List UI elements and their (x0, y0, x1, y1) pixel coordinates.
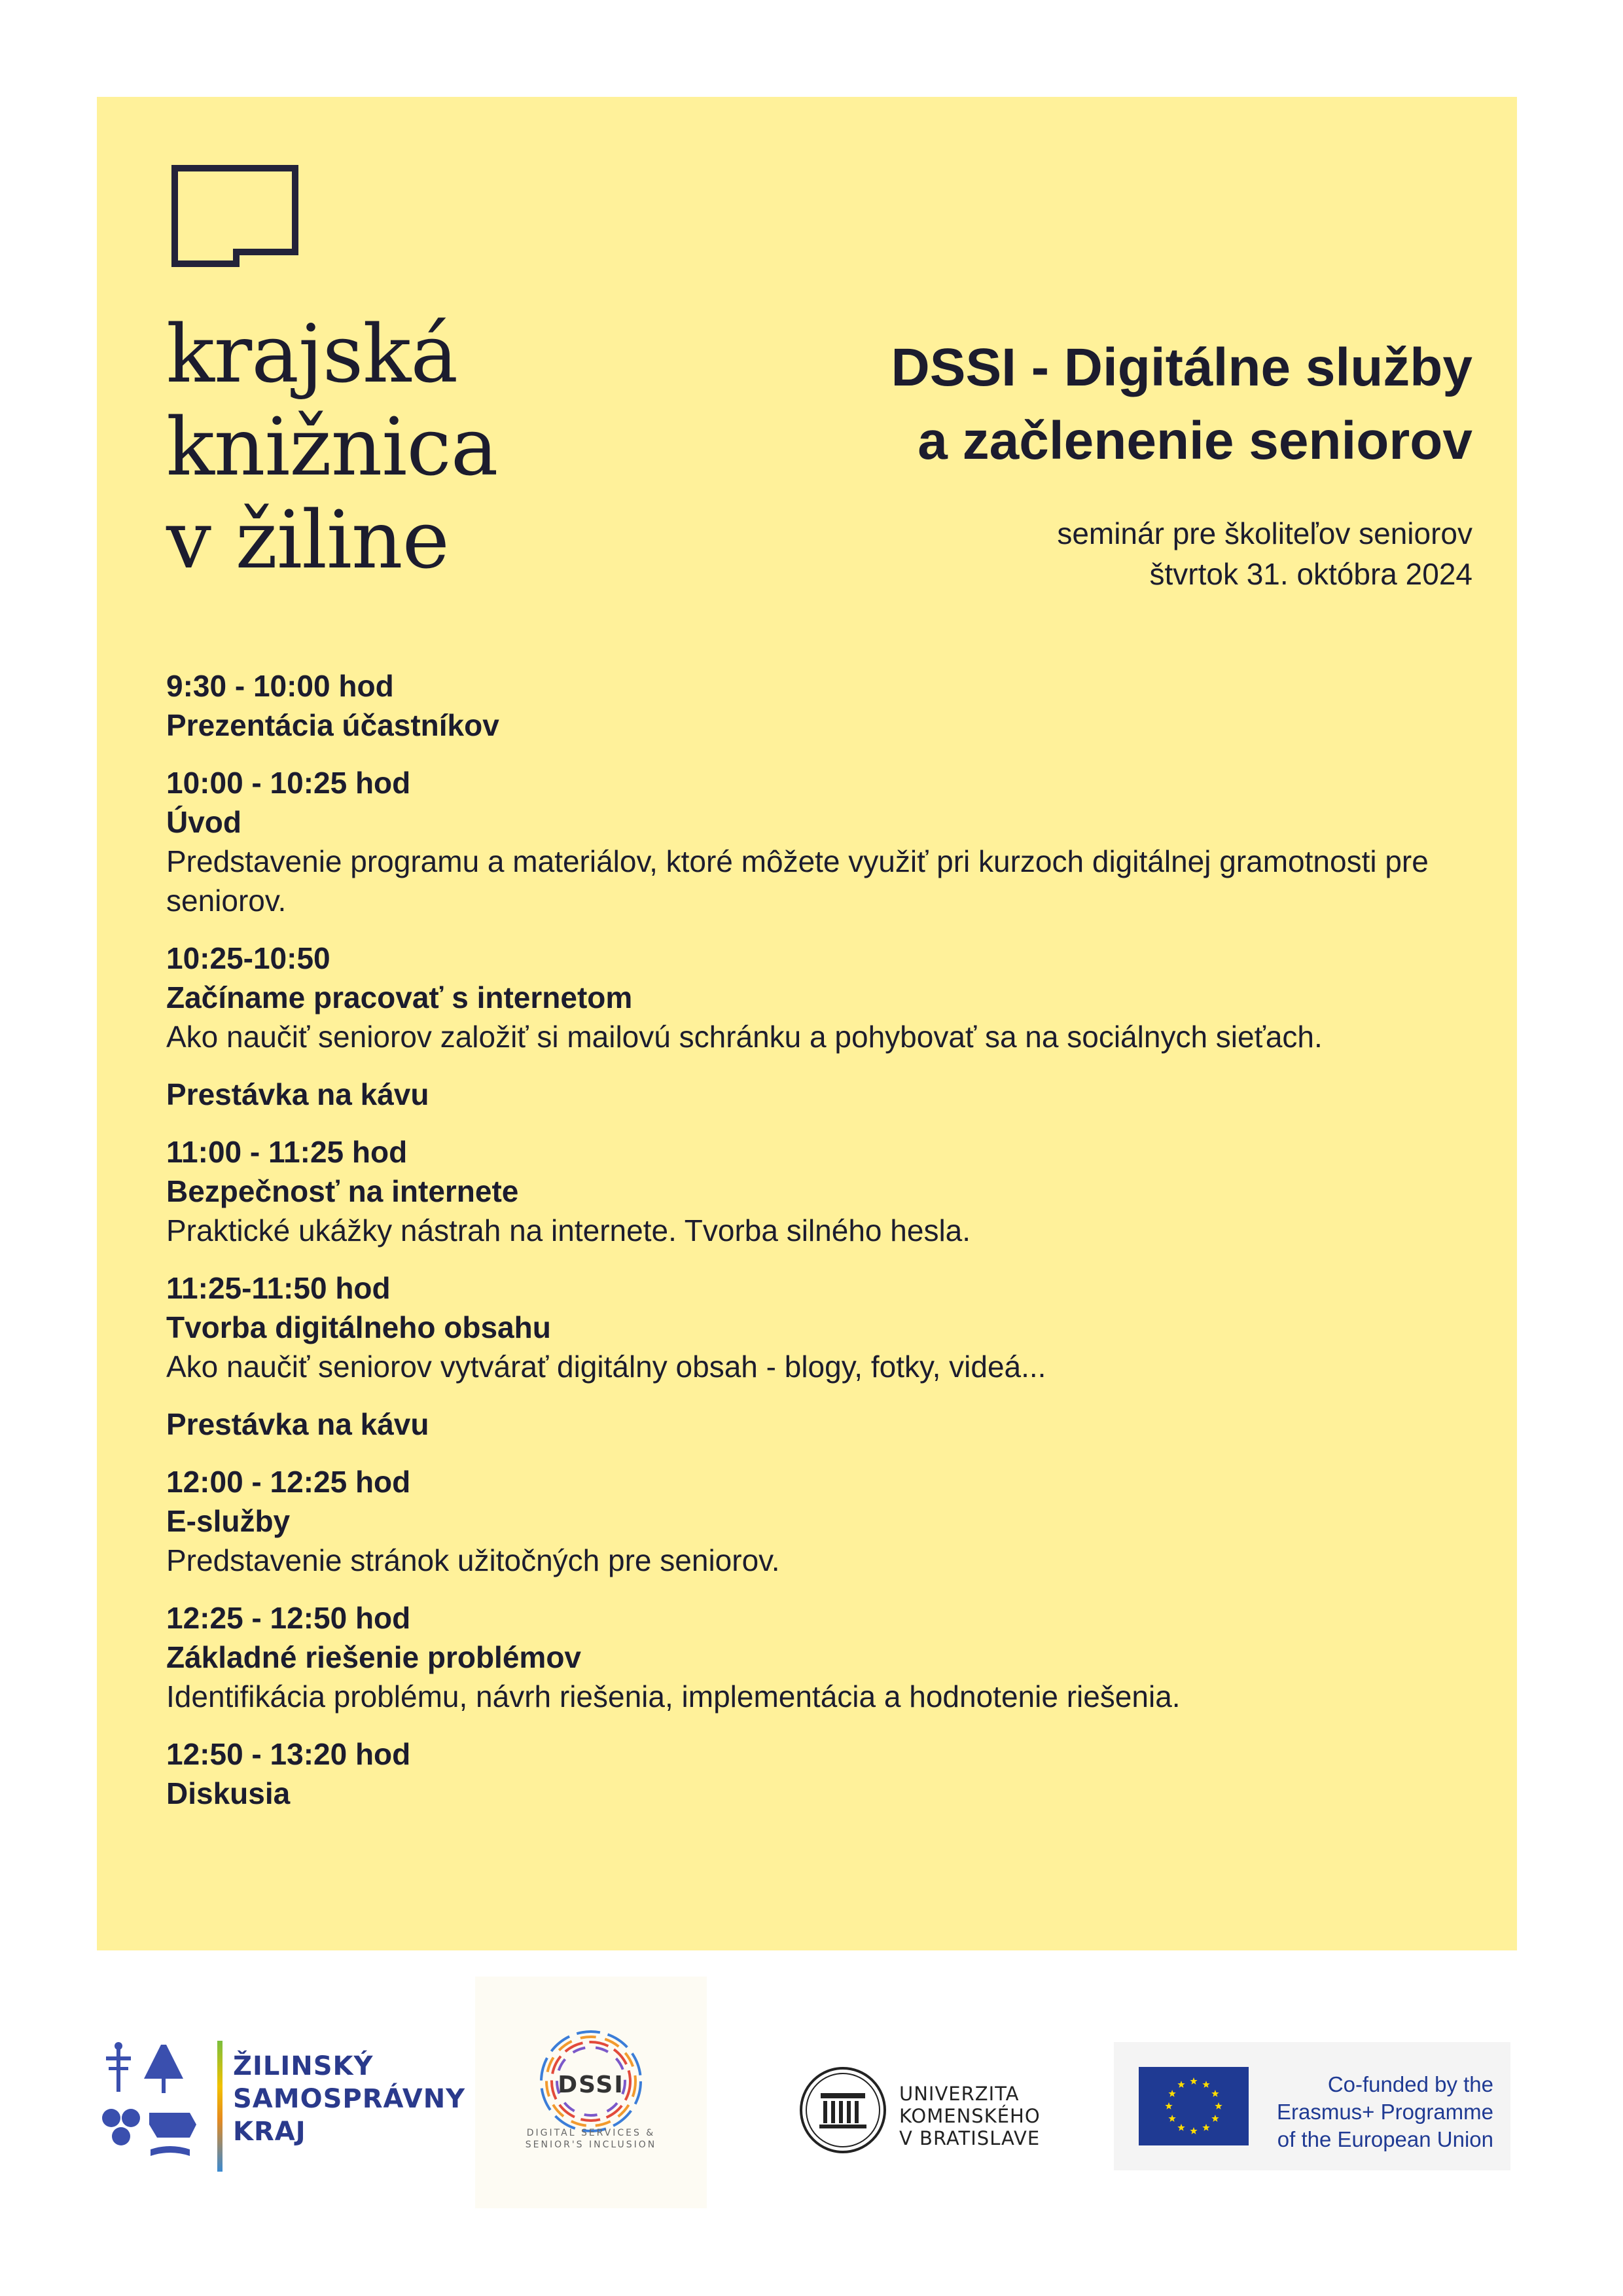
entry-description: Praktické ukážky nástrah na internete. Tvorba silného hesla. (166, 1213, 971, 1247)
eu-star (1202, 2081, 1209, 2088)
university-line: V BRATISLAVE (899, 2127, 1041, 2149)
entry-description: Predstavenie programu a materiálov, ktoré môžete využiť pri kurzoch digitálnej gramotnosti pre seniorov. (166, 844, 1429, 918)
eu-star (1168, 2090, 1175, 2097)
eu-star (1165, 2102, 1172, 2109)
library-name (166, 308, 497, 586)
university-line: UNIVERZITA (899, 2083, 1020, 2105)
eu-star (1215, 2102, 1222, 2109)
schedule-entry (166, 939, 1482, 1056)
schedule-entry (166, 1075, 1482, 1114)
dssi-logo (475, 1977, 707, 2208)
entry-topic: Začíname pracovať s internetom (166, 980, 633, 1014)
event-title-line: a začlenenie seniorov (918, 411, 1472, 471)
eu-flag-icon (1139, 2067, 1249, 2145)
erasmus-text (1251, 2071, 1493, 2153)
zsk-coat-of-arms-icon (98, 2039, 209, 2170)
entry-time: 11:25-11:50 hod (166, 1271, 391, 1305)
library-name-line: knižnica (166, 401, 498, 493)
schedule-entry (166, 1132, 1482, 1250)
entry-time: 12:25 - 12:50 hod (166, 1601, 411, 1635)
entry-topic: Tvorba digitálneho obsahu (166, 1310, 551, 1344)
university-line: KOMENSKÉHO (899, 2105, 1041, 2127)
event-date: štvrtok 31. októbra 2024 (1149, 557, 1472, 591)
entry-topic: E-služby (166, 1504, 291, 1538)
schedule-entry (166, 1405, 1482, 1444)
entry-description: Ako naučiť seniorov vytvárať digitálny obsah - blogy, fotky, videá... (166, 1350, 1046, 1384)
zsk-wordmark (233, 2050, 465, 2148)
schedule-entry (166, 763, 1482, 920)
schedule-entry (166, 1598, 1482, 1716)
entry-time: 10:25-10:50 (166, 941, 330, 975)
event-subtitle (1057, 513, 1472, 594)
entry-topic: Prestávka na kávu (166, 1077, 429, 1111)
entry-time: 10:00 - 10:25 hod (166, 766, 411, 800)
comenius-university-logo (797, 2064, 1085, 2162)
zsk-line: ŽILINSKÝ (233, 2051, 374, 2081)
entry-topic: Bezpečnosť na internete (166, 1174, 519, 1208)
entry-time: 12:50 - 13:20 hod (166, 1737, 411, 1771)
entry-topic: Prestávka na kávu (166, 1407, 429, 1441)
library-logo-icon (166, 160, 310, 271)
dssi-caption (475, 2127, 707, 2151)
event-title (891, 331, 1472, 478)
schedule-list (166, 666, 1482, 1831)
event-title-line: DSSI - Digitálne služby (891, 338, 1472, 397)
entry-description: Identifikácia problému, návrh riešenia, implementácia a hodnotenie riešenia. (166, 1679, 1181, 1713)
university-building-icon (797, 2064, 889, 2156)
erasmus-line: of the European Union (1277, 2127, 1493, 2151)
eu-star (1202, 2124, 1209, 2131)
entry-time: 9:30 - 10:00 hod (166, 669, 394, 703)
zsk-color-bar (217, 2041, 223, 2172)
erasmus-line: Co-funded by the (1327, 2072, 1493, 2096)
schedule-entry (166, 1462, 1482, 1580)
zsk-logo (98, 2039, 466, 2170)
zsk-line: SAMOSPRÁVNY (233, 2084, 466, 2114)
eu-star (1211, 2115, 1219, 2122)
erasmus-line: Erasmus+ Programme (1276, 2100, 1493, 2124)
entry-topic: Základné riešenie problémov (166, 1640, 582, 1674)
schedule-entry (166, 1734, 1482, 1813)
eu-star (1190, 2077, 1197, 2085)
entry-description: Predstavenie stránok užitočných pre seniorov. (166, 1543, 780, 1577)
dssi-caption-line: DIGITAL SERVICES & (526, 2128, 656, 2138)
eu-star (1177, 2124, 1185, 2131)
university-wordmark (899, 2083, 1041, 2149)
eu-star (1168, 2115, 1175, 2122)
entry-topic: Diskusia (166, 1776, 291, 1810)
sponsor-footer (0, 1977, 1623, 2173)
erasmus-cofunded-logo (1114, 2042, 1510, 2170)
entry-topic: Prezentácia účastníkov (166, 708, 499, 742)
event-subtitle-line: seminár pre školiteľov seniorov (1057, 516, 1472, 550)
entry-topic: Úvod (166, 805, 241, 839)
library-name-line: krajská (166, 308, 458, 401)
entry-time: 12:00 - 12:25 hod (166, 1465, 411, 1499)
eu-star (1177, 2081, 1185, 2088)
dssi-caption-line: SENIOR'S INCLUSION (525, 2140, 657, 2150)
eu-star (1190, 2127, 1197, 2134)
eu-star (1211, 2090, 1219, 2097)
zsk-line: KRAJ (233, 2117, 306, 2147)
schedule-entry (166, 666, 1482, 745)
schedule-entry (166, 1268, 1482, 1386)
entry-description: Ako naučiť seniorov založiť si mailovú schránku a pohybovať sa na sociálnych sieťach. (166, 1020, 1323, 1054)
library-name-line: v žiline (166, 493, 449, 586)
dssi-wordmark: DSSI (558, 2072, 624, 2098)
entry-time: 11:00 - 11:25 hod (166, 1135, 408, 1169)
